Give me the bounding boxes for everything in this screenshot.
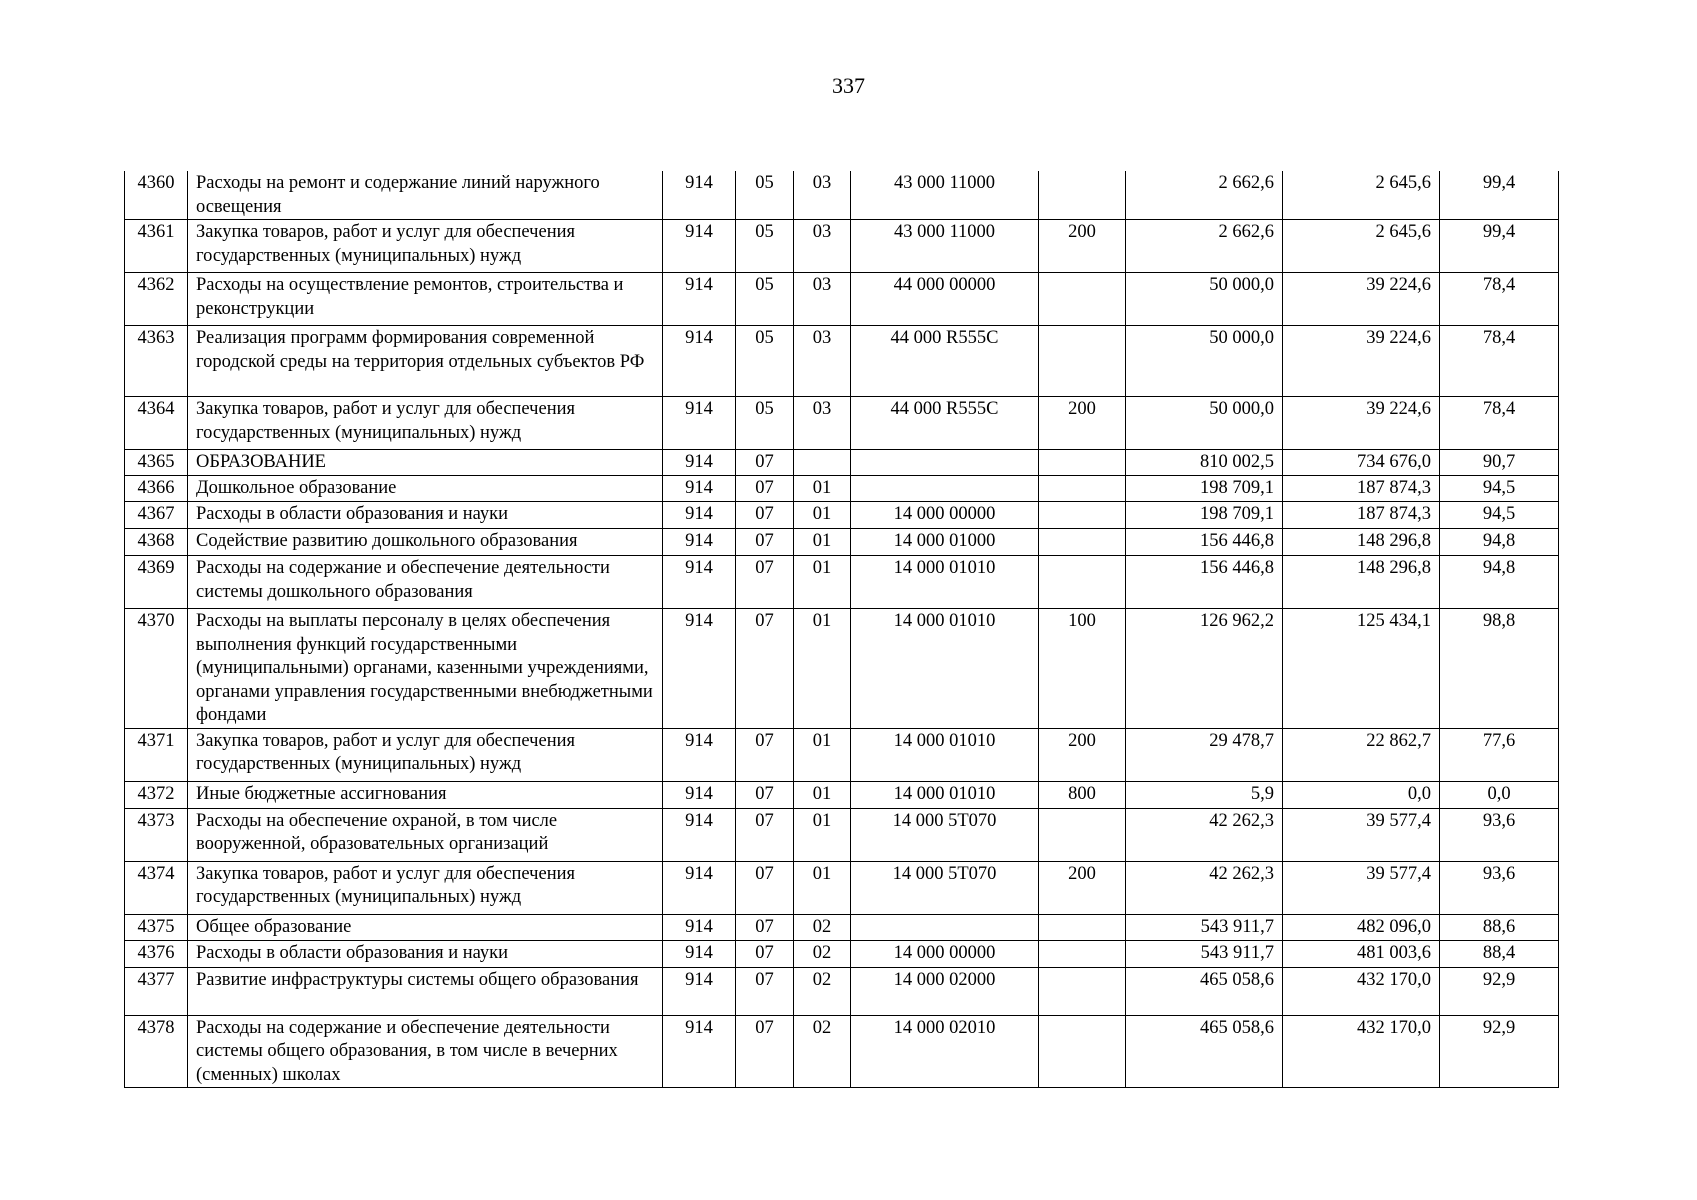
table-row <box>125 861 1559 914</box>
row-name-cell: Расходы на обеспечение охраной, в том числе вооруженной, образовательных организаций <box>188 808 663 861</box>
percent-cell: 0,0 <box>1440 781 1559 808</box>
actual-amount-cell: 734 676,0 <box>1283 450 1440 476</box>
target-article-cell: 14 000 02000 <box>851 967 1039 1015</box>
row-number-cell: 4375 <box>125 914 188 940</box>
target-article-cell <box>851 476 1039 502</box>
row-number-cell: 4364 <box>125 397 188 450</box>
row-number-cell: 4376 <box>125 940 188 967</box>
actual-amount-cell: 482 096,0 <box>1283 914 1440 940</box>
percent-cell: 93,6 <box>1440 861 1559 914</box>
row-name-cell: Закупка товаров, работ и услуг для обеспечения государственных (муниципальных) нужд <box>188 861 663 914</box>
expense-type-cell: 200 <box>1039 728 1126 781</box>
actual-amount-cell: 432 170,0 <box>1283 1015 1440 1088</box>
subsection-code-cell: 01 <box>794 502 851 529</box>
section-code-cell: 05 <box>736 273 794 326</box>
section-code-cell: 07 <box>736 914 794 940</box>
page-number: 337 <box>832 73 865 98</box>
actual-amount-cell: 2 645,6 <box>1283 220 1440 273</box>
row-name-cell: Расходы на осуществление ремонтов, строительства и реконструкции <box>188 273 663 326</box>
percent-cell: 94,8 <box>1440 529 1559 556</box>
target-article-cell: 43 000 11000 <box>851 171 1039 220</box>
row-number-cell: 4378 <box>125 1015 188 1088</box>
row-name-cell: Содействие развитию дошкольного образования <box>188 529 663 556</box>
table-row <box>125 609 1559 729</box>
table-row <box>125 1015 1559 1088</box>
section-code-cell: 07 <box>736 529 794 556</box>
section-code-cell: 07 <box>736 781 794 808</box>
expense-type-cell <box>1039 556 1126 609</box>
plan-amount-cell: 198 709,1 <box>1126 476 1283 502</box>
target-article-cell: 44 000 00000 <box>851 273 1039 326</box>
table-row <box>125 556 1559 609</box>
expense-type-cell <box>1039 529 1126 556</box>
expense-type-cell: 200 <box>1039 861 1126 914</box>
ministry-code-cell: 914 <box>663 476 736 502</box>
row-name-cell: Расходы на ремонт и содержание линий наружного освещения <box>188 171 663 220</box>
percent-cell: 94,8 <box>1440 556 1559 609</box>
section-code-cell: 07 <box>736 1015 794 1088</box>
expense-type-cell <box>1039 476 1126 502</box>
row-name-cell: Дошкольное образование <box>188 476 663 502</box>
section-code-cell: 07 <box>736 861 794 914</box>
subsection-code-cell: 03 <box>794 397 851 450</box>
row-name-cell: Расходы в области образования и науки <box>188 502 663 529</box>
ministry-code-cell: 914 <box>663 967 736 1015</box>
subsection-code-cell: 01 <box>794 728 851 781</box>
row-number-cell: 4370 <box>125 609 188 729</box>
actual-amount-cell: 125 434,1 <box>1283 609 1440 729</box>
table-row <box>125 967 1559 1015</box>
actual-amount-cell: 39 224,6 <box>1283 397 1440 450</box>
table-row <box>125 940 1559 967</box>
plan-amount-cell: 50 000,0 <box>1126 326 1283 397</box>
subsection-code-cell: 02 <box>794 1015 851 1088</box>
table-row <box>125 450 1559 476</box>
table-row <box>125 914 1559 940</box>
row-number-cell: 4362 <box>125 273 188 326</box>
percent-cell: 88,4 <box>1440 940 1559 967</box>
actual-amount-cell: 0,0 <box>1283 781 1440 808</box>
actual-amount-cell: 148 296,8 <box>1283 556 1440 609</box>
table-row <box>125 220 1559 273</box>
subsection-code-cell: 01 <box>794 556 851 609</box>
subsection-code-cell: 01 <box>794 808 851 861</box>
actual-amount-cell: 39 577,4 <box>1283 808 1440 861</box>
row-number-cell: 4367 <box>125 502 188 529</box>
percent-cell: 98,8 <box>1440 609 1559 729</box>
ministry-code-cell: 914 <box>663 861 736 914</box>
actual-amount-cell: 432 170,0 <box>1283 967 1440 1015</box>
target-article-cell: 43 000 11000 <box>851 220 1039 273</box>
subsection-code-cell: 02 <box>794 967 851 1015</box>
row-name-cell: Закупка товаров, работ и услуг для обеспечения государственных (муниципальных) нужд <box>188 220 663 273</box>
row-number-cell: 4360 <box>125 171 188 220</box>
expense-type-cell <box>1039 808 1126 861</box>
percent-cell: 78,4 <box>1440 326 1559 397</box>
plan-amount-cell: 42 262,3 <box>1126 861 1283 914</box>
actual-amount-cell: 22 862,7 <box>1283 728 1440 781</box>
row-number-cell: 4371 <box>125 728 188 781</box>
row-name-cell: Расходы на содержание и обеспечение деятельности системы дошкольного образования <box>188 556 663 609</box>
row-name-cell: Реализация программ формирования современной городской среды на территория отдельных субъектов РФ <box>188 326 663 397</box>
expense-type-cell <box>1039 171 1126 220</box>
row-name-cell: Расходы на содержание и обеспечение деятельности системы общего образования, в том числе в вечерних (сменных) школах <box>188 1015 663 1088</box>
expense-type-cell: 100 <box>1039 609 1126 729</box>
plan-amount-cell: 156 446,8 <box>1126 529 1283 556</box>
subsection-code-cell: 03 <box>794 220 851 273</box>
expense-type-cell <box>1039 450 1126 476</box>
actual-amount-cell: 187 874,3 <box>1283 476 1440 502</box>
plan-amount-cell: 465 058,6 <box>1126 1015 1283 1088</box>
expense-type-cell: 800 <box>1039 781 1126 808</box>
target-article-cell: 14 000 01000 <box>851 529 1039 556</box>
section-code-cell: 07 <box>736 556 794 609</box>
row-name-cell: ОБРАЗОВАНИЕ <box>188 450 663 476</box>
ministry-code-cell: 914 <box>663 450 736 476</box>
plan-amount-cell: 126 962,2 <box>1126 609 1283 729</box>
plan-amount-cell: 2 662,6 <box>1126 220 1283 273</box>
subsection-code-cell: 03 <box>794 326 851 397</box>
target-article-cell <box>851 914 1039 940</box>
row-number-cell: 4374 <box>125 861 188 914</box>
ministry-code-cell: 914 <box>663 556 736 609</box>
row-name-cell: Общее образование <box>188 914 663 940</box>
row-number-cell: 4365 <box>125 450 188 476</box>
ministry-code-cell: 914 <box>663 940 736 967</box>
ministry-code-cell: 914 <box>663 397 736 450</box>
percent-cell: 77,6 <box>1440 728 1559 781</box>
expense-type-cell <box>1039 502 1126 529</box>
ministry-code-cell: 914 <box>663 502 736 529</box>
plan-amount-cell: 50 000,0 <box>1126 273 1283 326</box>
section-code-cell: 07 <box>736 967 794 1015</box>
ministry-code-cell: 914 <box>663 273 736 326</box>
target-article-cell: 14 000 01010 <box>851 556 1039 609</box>
subsection-code-cell: 01 <box>794 781 851 808</box>
subsection-code-cell: 03 <box>794 273 851 326</box>
percent-cell: 93,6 <box>1440 808 1559 861</box>
table-row <box>125 476 1559 502</box>
plan-amount-cell: 543 911,7 <box>1126 914 1283 940</box>
target-article-cell: 44 000 R555C <box>851 397 1039 450</box>
subsection-code-cell: 02 <box>794 940 851 967</box>
section-code-cell: 07 <box>736 476 794 502</box>
plan-amount-cell: 156 446,8 <box>1126 556 1283 609</box>
row-name-cell: Закупка товаров, работ и услуг для обеспечения государственных (муниципальных) нужд <box>188 397 663 450</box>
expense-type-cell: 200 <box>1039 220 1126 273</box>
target-article-cell: 14 000 01010 <box>851 728 1039 781</box>
actual-amount-cell: 2 645,6 <box>1283 171 1440 220</box>
section-code-cell: 05 <box>736 220 794 273</box>
row-number-cell: 4373 <box>125 808 188 861</box>
table-row <box>125 728 1559 781</box>
section-code-cell: 07 <box>736 450 794 476</box>
row-name-cell: Иные бюджетные ассигнования <box>188 781 663 808</box>
row-number-cell: 4372 <box>125 781 188 808</box>
expense-type-cell <box>1039 914 1126 940</box>
table-row <box>125 529 1559 556</box>
ministry-code-cell: 914 <box>663 914 736 940</box>
expense-type-cell <box>1039 273 1126 326</box>
row-number-cell: 4368 <box>125 529 188 556</box>
subsection-code-cell: 02 <box>794 914 851 940</box>
section-code-cell: 07 <box>736 808 794 861</box>
expense-type-cell <box>1039 940 1126 967</box>
percent-cell: 78,4 <box>1440 397 1559 450</box>
row-number-cell: 4377 <box>125 967 188 1015</box>
target-article-cell: 14 000 01010 <box>851 609 1039 729</box>
ministry-code-cell: 914 <box>663 171 736 220</box>
plan-amount-cell: 2 662,6 <box>1126 171 1283 220</box>
table-row <box>125 273 1559 326</box>
row-number-cell: 4369 <box>125 556 188 609</box>
percent-cell: 92,9 <box>1440 967 1559 1015</box>
table-row <box>125 502 1559 529</box>
target-article-cell <box>851 450 1039 476</box>
table-row <box>125 326 1559 397</box>
expense-type-cell <box>1039 967 1126 1015</box>
row-name-cell: Закупка товаров, работ и услуг для обеспечения государственных (муниципальных) нужд <box>188 728 663 781</box>
table-row <box>125 781 1559 808</box>
ministry-code-cell: 914 <box>663 808 736 861</box>
row-number-cell: 4363 <box>125 326 188 397</box>
target-article-cell: 44 000 R555C <box>851 326 1039 397</box>
expense-type-cell <box>1039 1015 1126 1088</box>
actual-amount-cell: 39 577,4 <box>1283 861 1440 914</box>
table-row <box>125 397 1559 450</box>
section-code-cell: 07 <box>736 940 794 967</box>
row-number-cell: 4366 <box>125 476 188 502</box>
section-code-cell: 07 <box>736 609 794 729</box>
expense-type-cell <box>1039 326 1126 397</box>
percent-cell: 92,9 <box>1440 1015 1559 1088</box>
target-article-cell: 14 000 5T070 <box>851 808 1039 861</box>
plan-amount-cell: 50 000,0 <box>1126 397 1283 450</box>
row-name-cell: Развитие инфраструктуры системы общего образования <box>188 967 663 1015</box>
plan-amount-cell: 465 058,6 <box>1126 967 1283 1015</box>
ministry-code-cell: 914 <box>663 609 736 729</box>
subsection-code-cell: 01 <box>794 476 851 502</box>
percent-cell: 90,7 <box>1440 450 1559 476</box>
plan-amount-cell: 42 262,3 <box>1126 808 1283 861</box>
plan-amount-cell: 5,9 <box>1126 781 1283 808</box>
section-code-cell: 05 <box>736 326 794 397</box>
actual-amount-cell: 148 296,8 <box>1283 529 1440 556</box>
plan-amount-cell: 543 911,7 <box>1126 940 1283 967</box>
target-article-cell: 14 000 00000 <box>851 940 1039 967</box>
target-article-cell: 14 000 5T070 <box>851 861 1039 914</box>
ministry-code-cell: 914 <box>663 728 736 781</box>
actual-amount-cell: 481 003,6 <box>1283 940 1440 967</box>
subsection-code-cell <box>794 450 851 476</box>
expense-type-cell: 200 <box>1039 397 1126 450</box>
ministry-code-cell: 914 <box>663 1015 736 1088</box>
percent-cell: 78,4 <box>1440 273 1559 326</box>
actual-amount-cell: 187 874,3 <box>1283 502 1440 529</box>
ministry-code-cell: 914 <box>663 529 736 556</box>
target-article-cell: 14 000 02010 <box>851 1015 1039 1088</box>
percent-cell: 99,4 <box>1440 220 1559 273</box>
section-code-cell: 07 <box>736 728 794 781</box>
ministry-code-cell: 914 <box>663 220 736 273</box>
actual-amount-cell: 39 224,6 <box>1283 326 1440 397</box>
subsection-code-cell: 01 <box>794 609 851 729</box>
section-code-cell: 05 <box>736 171 794 220</box>
row-number-cell: 4361 <box>125 220 188 273</box>
subsection-code-cell: 01 <box>794 529 851 556</box>
ministry-code-cell: 914 <box>663 326 736 397</box>
ministry-code-cell: 914 <box>663 781 736 808</box>
target-article-cell: 14 000 00000 <box>851 502 1039 529</box>
table-row <box>125 171 1559 220</box>
target-article-cell: 14 000 01010 <box>851 781 1039 808</box>
actual-amount-cell: 39 224,6 <box>1283 273 1440 326</box>
percent-cell: 94,5 <box>1440 502 1559 529</box>
percent-cell: 88,6 <box>1440 914 1559 940</box>
section-code-cell: 07 <box>736 502 794 529</box>
plan-amount-cell: 810 002,5 <box>1126 450 1283 476</box>
section-code-cell: 05 <box>736 397 794 450</box>
subsection-code-cell: 03 <box>794 171 851 220</box>
row-name-cell: Расходы в области образования и науки <box>188 940 663 967</box>
table-row <box>125 808 1559 861</box>
row-name-cell: Расходы на выплаты персоналу в целях обеспечения выполнения функций государственными (муниципальными) органами, казенными учреждениями, органами управления государственными внебюджетными фондами <box>188 609 663 729</box>
table-body <box>125 171 1559 1088</box>
budget-table <box>124 171 1559 1088</box>
percent-cell: 99,4 <box>1440 171 1559 220</box>
subsection-code-cell: 01 <box>794 861 851 914</box>
percent-cell: 94,5 <box>1440 476 1559 502</box>
plan-amount-cell: 198 709,1 <box>1126 502 1283 529</box>
plan-amount-cell: 29 478,7 <box>1126 728 1283 781</box>
